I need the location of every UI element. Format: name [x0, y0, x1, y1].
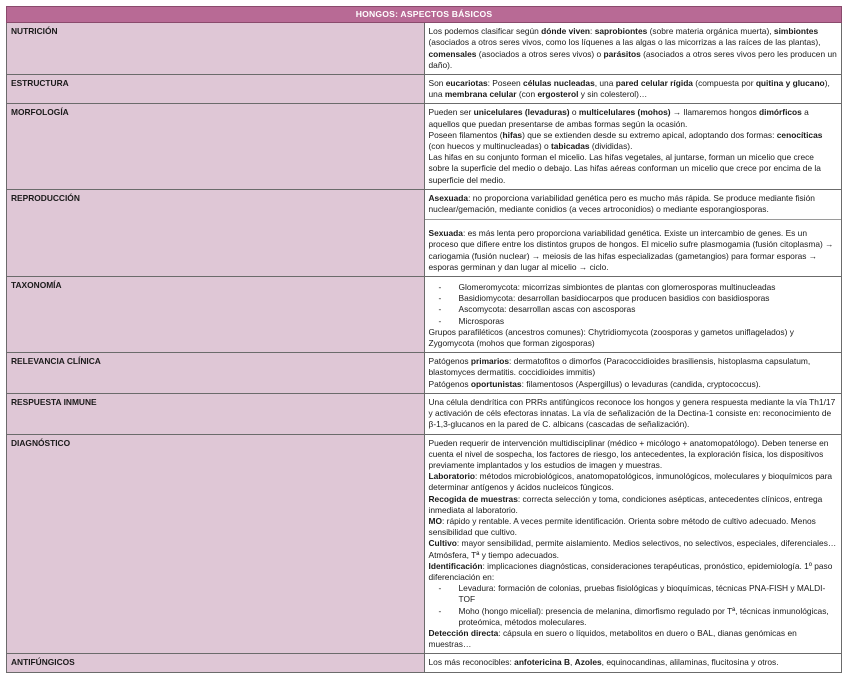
text-span: : rápido y rentable. A veces permite identificación. Orienta sobre método de cultivo adecuado. Menos sensibilidad que cultivo. — [428, 515, 816, 538]
paragraph: Pueden requerir de intervención multidisciplinar (médico + micólogo + anatomopatólogo). Deben tenerse en cuenta el nivel de sospecha, los factores de riesgo, los antecedentes, la exploración física, los dispositivos previamente implantados y los estudios de imagen y muestras. — [428, 437, 829, 470]
text-span: : dermatofitos o dimorfos (Paracoccidioides brasiliensis, histoplasma capsulatum, blastomyces dermatitis. coccidioides immitis) — [428, 356, 811, 378]
bold-term: tabicadas — [550, 141, 590, 152]
text-span: (con huecos y multinucleadas) o — [428, 141, 551, 152]
row-antifungicos — [7, 654, 842, 672]
text-span: (asociados a otros seres vivos pero les producen un daño). — [428, 48, 837, 70]
row-label: REPRODUCCIÓN — [7, 189, 425, 276]
text-span: ) que se extienden desde su extremo apical, adoptando dos formas: — [522, 129, 777, 140]
paragraph — [429, 78, 838, 100]
bold-term: Asexuada — [428, 192, 469, 203]
list-item: - Levadura: formación de colonias, pruebas fisiológicas y bioquímicas, técnicas PNA-FISH y MALDI-TOF — [429, 583, 838, 605]
bold-term: eucariotas — [445, 78, 488, 89]
text-span: (compuesta por — [692, 78, 756, 89]
bold-term: anfotericina B — [514, 657, 571, 668]
paragraph-sexuada — [429, 228, 838, 273]
row-content — [424, 393, 842, 434]
text-span: : es más lenta pero proporciona variabilidad genética. Existe un intercambio de genes. Es un proceso que difiere entre los distintos grupos de hongos. El micelio sufre plasmogamia (fusión citoplasma) → cariogamia (fusión nuclear) → meiosis de las hifas especializadas (gametangios) para formar esporas → esporas germinan y dan lugar al micelio → ciclo. — [428, 228, 834, 272]
bold-term: dónde viven — [541, 26, 591, 37]
text-span: o — [569, 107, 579, 118]
text-span: , equinocandinas, alilaminas, flucitosina y otros. — [601, 657, 779, 668]
list-item: - Ascomycota: desarrollan ascas con ascosporas — [429, 304, 838, 315]
paragraph-asexuada — [429, 193, 838, 215]
text-span: : correcta selección y toma, condiciones asépticas, antecedentes clínicos, entrega inmediata al laboratorio. — [428, 493, 823, 515]
table-title: HONGOS: ASPECTOS BÁSICOS — [7, 7, 842, 23]
text-span: , una — [594, 78, 616, 89]
bold-term: unicelulares (levaduras) — [473, 107, 570, 118]
row-content — [424, 277, 842, 353]
text-span: (asociados a otros seres vivos) o — [476, 48, 604, 59]
row-diagnostico — [7, 434, 842, 654]
bold-term: Azoles — [574, 657, 602, 668]
bold-term: Recogida de muestras — [428, 493, 518, 504]
bold-term: saprobiontes — [594, 26, 648, 37]
row-content — [424, 104, 842, 189]
bold-term: hifas — [502, 129, 523, 140]
text-span: : cápsula en suero o líquidos, metabolitos en duero o BAL, dianas genómicas en muestras… — [428, 627, 797, 650]
row-nutricion — [7, 23, 842, 75]
row-content — [424, 75, 842, 104]
bold-term: cenocíticas — [776, 129, 823, 140]
bold-term: primarios — [470, 356, 510, 367]
text-span: : — [590, 26, 595, 37]
bold-term: comensales — [428, 48, 477, 59]
text-span: (asociados a otros seres vivos, como los líquenes a las algas o las micorrizas a las raíces de las plantas), — [428, 37, 821, 48]
bold-term: Detección directa — [428, 627, 499, 638]
paragraph — [429, 356, 838, 378]
text-span: Patógenos — [428, 378, 471, 389]
row-label: RELEVANCIA CLÍNICA — [7, 353, 425, 394]
row-label: TAXONOMÍA — [7, 277, 425, 353]
divider — [425, 219, 842, 225]
row-content — [424, 353, 842, 394]
row-content — [424, 189, 842, 276]
text-span: → llamaremos hongos — [670, 107, 760, 118]
paragraph — [429, 107, 838, 129]
text-span: (sobre materia orgánica muerta), — [647, 26, 774, 37]
paragraph — [429, 538, 838, 560]
bold-term: ergosterol — [537, 89, 579, 100]
row-taxonomia — [7, 277, 842, 353]
fungi-summary-table — [6, 6, 842, 673]
paragraph: Una célula dendrítica con PRRs antifúngicos reconoce los hongos y genera respuesta mediante la vía Th1/17 y activación de céls efectoras innatas. La vía de señalización de la Dectina-1 consiste en: reconocimiento de β-1,3-glucanos en la pared de C. albicans (cascadas de señalización). — [428, 396, 836, 430]
bold-term: Laboratorio — [428, 471, 476, 482]
paragraph — [429, 561, 838, 583]
list-item: - Microsporas — [429, 316, 838, 327]
text-span: : Poseen — [487, 78, 524, 89]
row-label: MORFOLOGÍA — [7, 104, 425, 189]
bold-term: membrana celular — [444, 89, 517, 100]
bold-term: Identificación — [428, 560, 483, 571]
paragraph — [429, 26, 838, 71]
bold-term: multicelulares (mohos) — [578, 107, 671, 118]
row-estructura — [7, 75, 842, 104]
text-span: Son — [428, 78, 446, 89]
row-label: DIAGNÓSTICO — [7, 434, 425, 654]
row-relevancia — [7, 353, 842, 394]
list-item: - Moho (hongo micelial): presencia de melanina, dimorfismo regulado por Tª, técnicas inmunológicas, proteómica, métodos moleculares. — [429, 606, 838, 628]
text-span: ), una — [428, 78, 830, 100]
text-span: : métodos microbiológicos, anatomopatológicos, inmunológicos, moleculares y bioquímicos para determinar antígenos y ácidos nucleicos fúngicos. — [428, 471, 833, 493]
list-item: - Basidiomycota: desarrollan basidiocarpos que producen basidios con basidiosporas — [429, 293, 838, 304]
paragraph — [429, 494, 838, 516]
row-label: ESTRUCTURA — [7, 75, 425, 104]
text-span: , — [570, 657, 575, 668]
paragraph — [429, 657, 838, 668]
bold-term: simbiontes — [773, 26, 819, 37]
row-content — [424, 23, 842, 75]
paragraph — [429, 130, 838, 152]
paragraph: Grupos parafiléticos (ancestros comunes): Chytridiomycota (zoosporas y gametos uniflagelados) y Zygomycota (mohos que forman zigosporas) — [428, 326, 794, 349]
text-span: : implicaciones diagnósticas, consideraciones terapéuticas, pronóstico, epidemiología. 1º paso diferenciación en: — [428, 560, 833, 582]
text-span: a aquellos que puedan presentarse de ambas formas según la ocasión. — [428, 107, 809, 129]
row-label: NUTRICIÓN — [7, 23, 425, 75]
text-span: : mayor sensibilidad, permite aislamiento. Medios selectivos, no selectivos, especiales, diferenciales… Atmósfera, Tª y tiempo adecuados. — [428, 538, 837, 560]
row-label: RESPUESTA INMUNE — [7, 393, 425, 434]
row-respuesta — [7, 393, 842, 434]
paragraph — [429, 379, 838, 390]
bold-term: pared celular rígida — [615, 78, 693, 89]
list-item: - Glomeromycota: micorrizas simbiontes de plantas con glomerosporas multinucleadas — [429, 282, 838, 293]
row-reproduccion — [7, 189, 842, 276]
row-morfologia — [7, 104, 842, 189]
row-content — [424, 434, 842, 654]
paragraph — [429, 516, 838, 538]
text-span: Los podemos clasificar según — [428, 26, 542, 37]
bold-term: Cultivo — [428, 538, 457, 549]
text-span: : no proporciona variabilidad genética pero es mucho más rápida. Se produce mediante fisión nuclear/gemación, mediante conidios (a veces artroconidios) o mediante esporangiosporas. — [428, 192, 815, 215]
text-span: Patógenos — [428, 356, 471, 367]
text-span: Poseen filamentos ( — [428, 129, 503, 140]
bold-term: oportunistas — [470, 378, 522, 389]
text-span: Pueden ser — [428, 107, 474, 118]
text-span: : filamentosos (Aspergillus) o levaduras (candida, cryptococcus). — [521, 378, 761, 389]
bold-term: células nucleadas — [523, 78, 595, 89]
paragraph: Las hifas en su conjunto forman el micelio. Las hifas vegetales, al juntarse, forman un micelio que crece sobre la superficie del medio o debajo. Las hifas aéreas conforman un micelio que crece por encima de la superficie del medio. — [428, 152, 821, 185]
row-content — [424, 654, 842, 672]
paragraph — [429, 471, 838, 493]
bold-term: dimórficos — [759, 107, 802, 118]
text-span: (divididas). — [589, 141, 633, 152]
bold-term: Sexuada — [428, 228, 463, 239]
bold-term: parásitos — [603, 48, 641, 59]
bold-term: quitina y glucano — [755, 78, 825, 89]
bold-term: MO — [428, 515, 442, 526]
row-label: ANTIFÚNGICOS — [7, 654, 425, 672]
paragraph — [429, 628, 838, 650]
text-span: y sin colesterol)… — [578, 89, 648, 100]
text-span: (con — [516, 89, 538, 100]
text-span: Los más reconocibles: — [428, 657, 515, 668]
